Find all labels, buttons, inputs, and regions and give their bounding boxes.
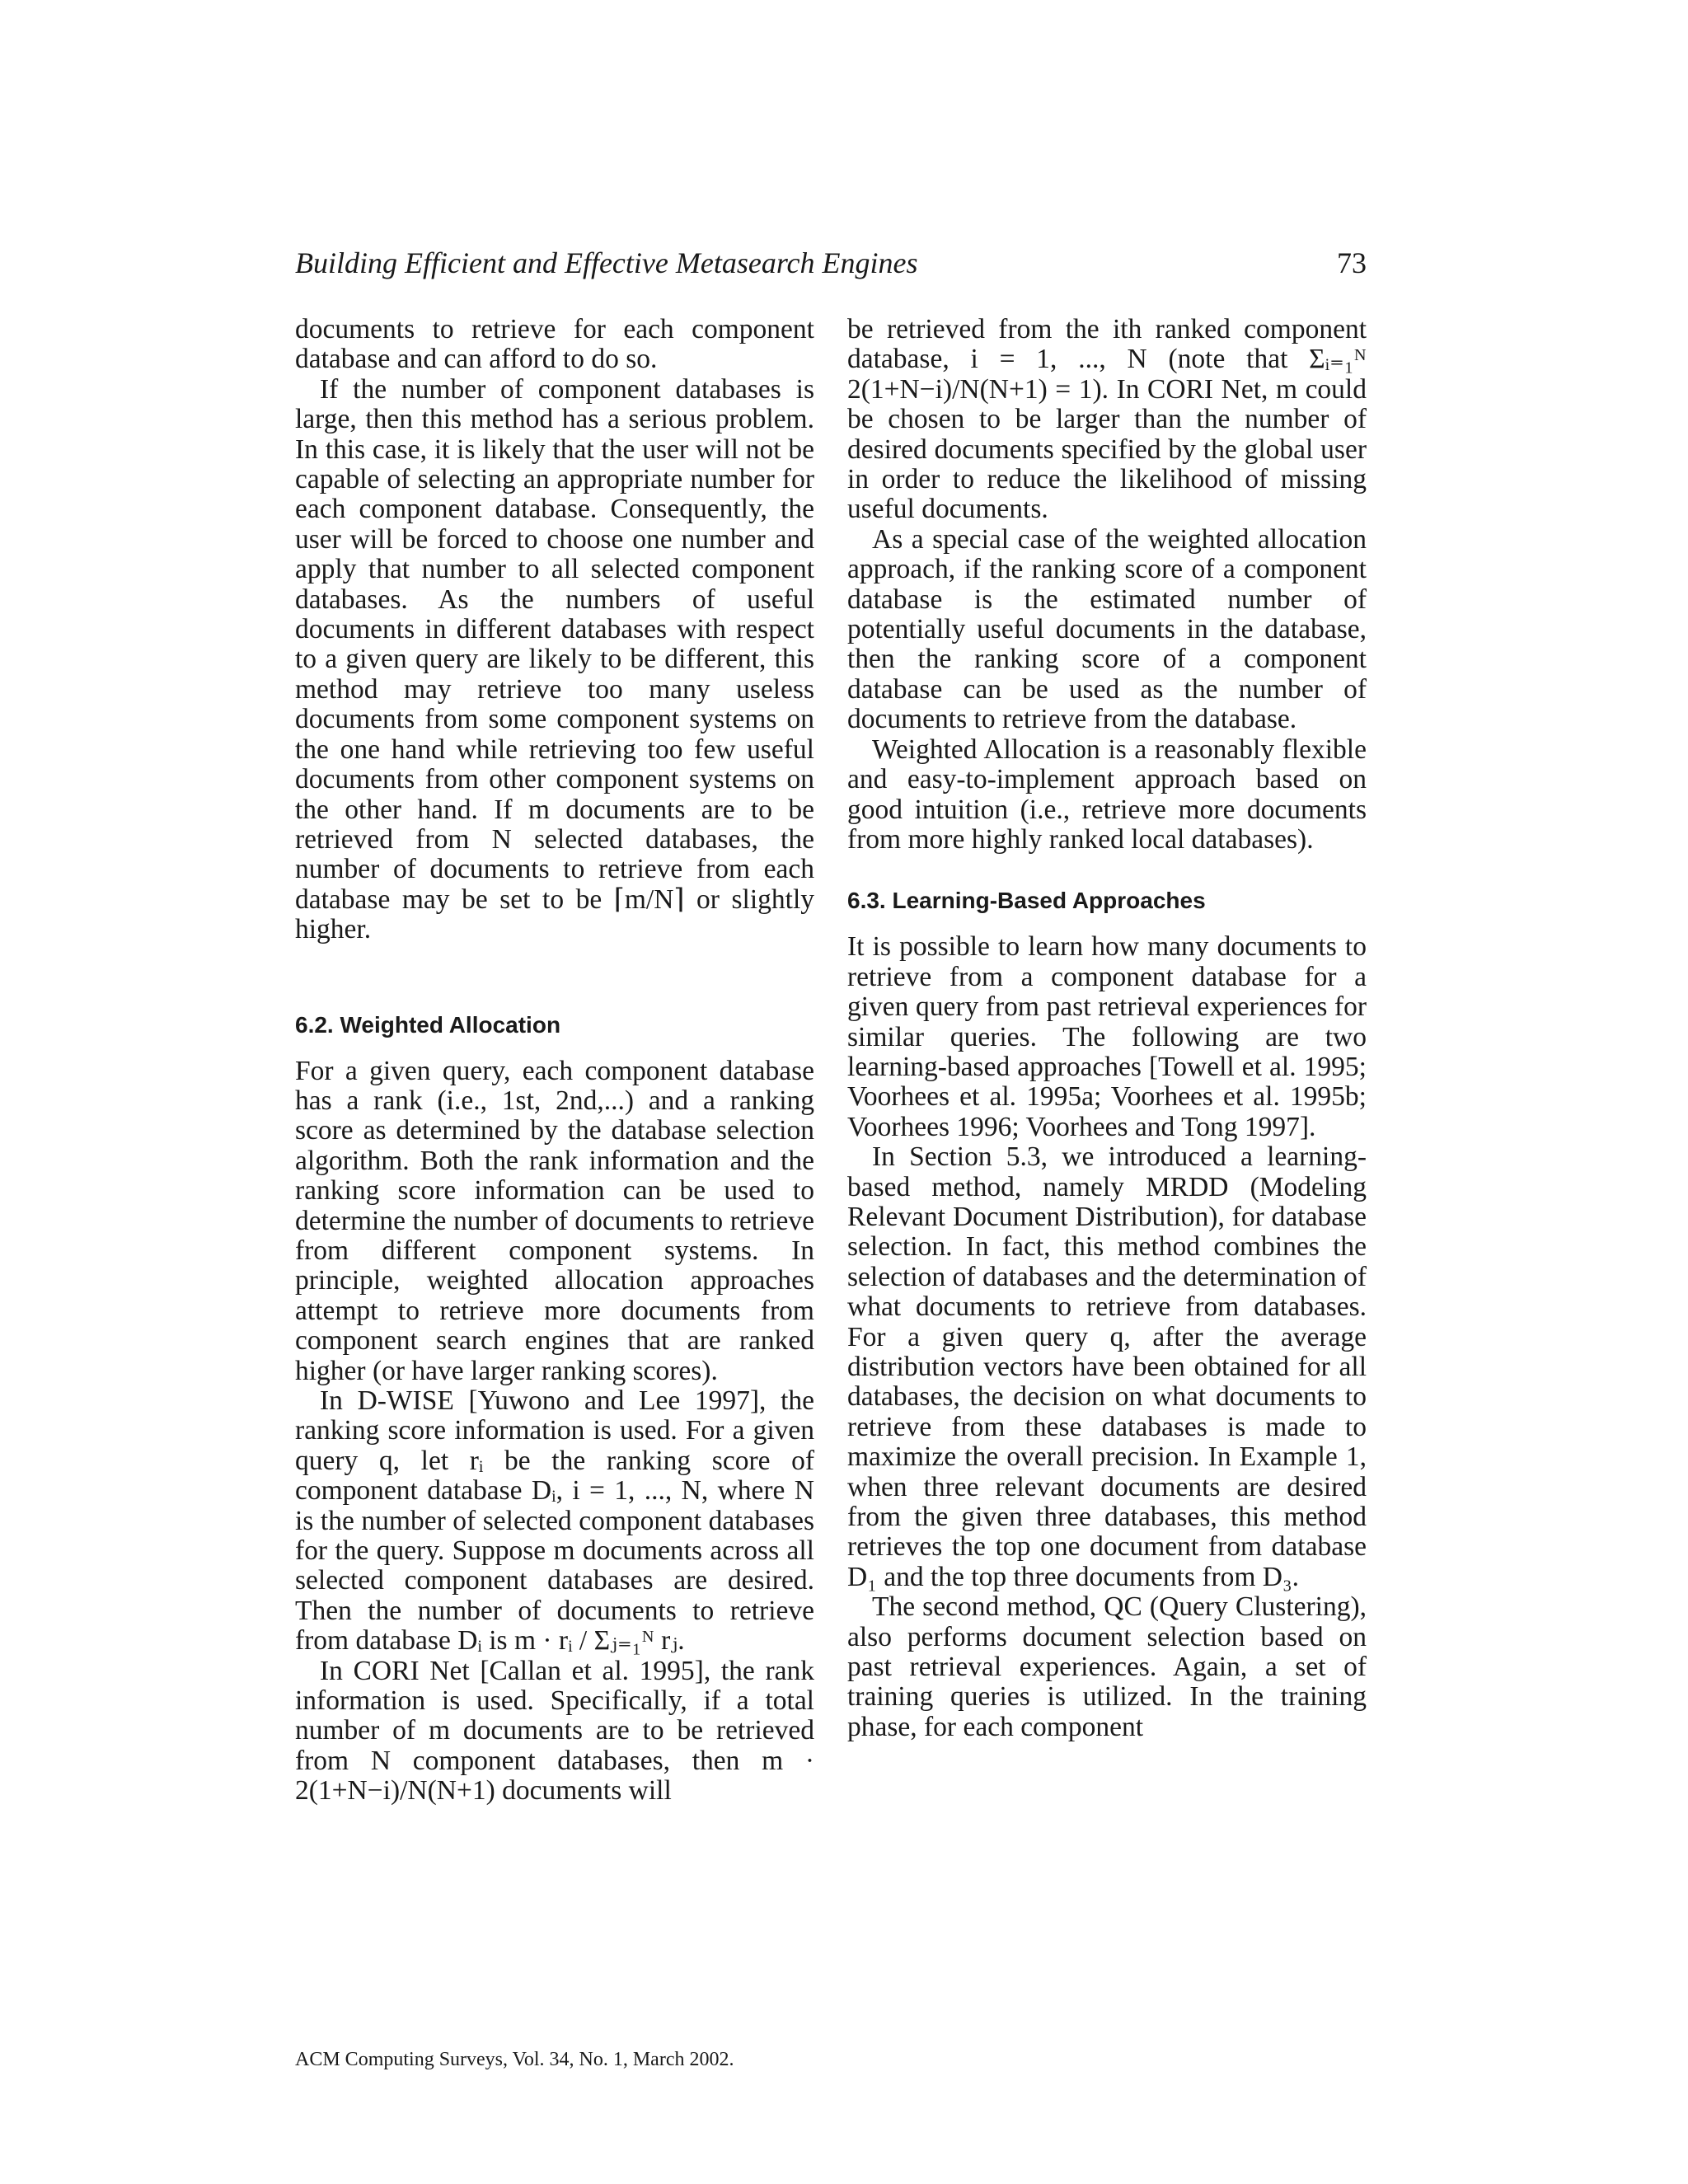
running-header <box>295 242 1367 284</box>
right-paragraph-4: It is possible to learn how many documents to retrieve from a component database for a given query from past retrieval experiences for similar queries. The following are two learning-based approaches [Towell et al. 1995; Voorhees et al. 1995a; Voorhees et al. 1995b; Voorhees 1996; Voorhees and Tong 1997]. <box>847 931 1367 1142</box>
footer-citation: ACM Computing Surveys, Vol. 34, No. 1, March 2002. <box>295 2049 734 2070</box>
section-heading-6-3: 6.3. Learning-Based Approaches <box>847 888 1206 914</box>
left-paragraph-1: documents to retrieve for each component database and can afford to do so. <box>295 314 814 375</box>
running-title: Building Efficient and Effective Metasearch Engines <box>295 246 918 279</box>
left-paragraph-3: For a given query, each component database has a rank (i.e., 1st, 2nd,...) and a ranking score as determined by the database selection algorithm. Both the rank information and the ranking score information can be used to determine the number of documents to retrieve from different component systems. In principle, weighted allocation approaches attempt to retrieve more documents from component search engines that are ranked higher (or have larger ranking scores). <box>295 1055 814 1386</box>
right-paragraph-5: In Section 5.3, we introduced a learning-based method, namely MRDD (Modeling Relevant Document Distribution), for database selection. In fact, this method combines the selection of databases and the determination of what documents to retrieve from databases. For a given query q, after the average distribution vectors have been obtained for all databases, the decision on what documents to retrieve from these databases is made to maximize the overall precision. In Example 1, when three relevant documents are desired from the given three databases, this method retrieves the top one document from database D₁ and the top three documents from D₃. <box>847 1141 1367 1592</box>
right-paragraph-6: The second method, QC (Query Clustering), also performs document selection based on past retrieval experiences. Again, a set of training queries is utilized. In the training phase, for each component <box>847 1591 1367 1742</box>
right-column <box>847 315 1367 1742</box>
right-paragraph-2: As a special case of the weighted allocation approach, if the ranking score of a component database is the estimated number of potentially useful documents in the database, then the ranking score of a component database can be used as the number of documents to retrieve from the database. <box>847 523 1367 735</box>
right-paragraph-3: Weighted Allocation is a reasonably flexible and easy-to-implement approach based on good intuition (i.e., retrieve more documents from more highly ranked local databases). <box>847 733 1367 855</box>
left-column <box>295 315 814 1807</box>
page-number: 73 <box>1337 246 1367 279</box>
section-heading-6-2: 6.2. Weighted Allocation <box>295 1011 561 1038</box>
left-paragraph-4: In D-WISE [Yuwono and Lee 1997], the ranking score information is used. For a given query q, let rᵢ be the ranking score of component database Dᵢ, i = 1, ..., N, where N is the number of selected component databases for the query. Suppose m documents across all selected component databases are desired. Then the number of documents to retrieve from database Dᵢ is m · rᵢ / Σⱼ₌₁ᴺ rⱼ. <box>295 1385 814 1657</box>
left-paragraph-5: In CORI Net [Callan et al. 1995], the rank information is used. Specifically, if a total number of m documents are to be retrieved from N component databases, then m · 2(1+N−i)/N(N+1) documents will <box>295 1655 814 1807</box>
right-paragraph-1: be retrieved from the ith ranked component database, i = 1, ..., N (note that Σᵢ₌₁ᴺ 2(1+N−i)/N(N+1) = 1). In CORI Net, m could be chosen to be larger than the number of desired documents specified by the global user in order to reduce the likelihood of missing useful documents. <box>847 314 1367 525</box>
left-paragraph-2: If the number of component databases is large, then this method has a serious problem. In this case, it is likely that the user will not be capable of selecting an appropriate number for each component database. Consequently, the user will be forced to choose one number and apply that number to all selected component databases. As the numbers of useful documents in different databases with respect to a given query are likely to be different, this method may retrieve too many useless documents from some component systems on the one hand while retrieving too few useful documents from other component systems on the other hand. If m documents are to be retrieved from N selected databases, the number of documents to retrieve from each database may be set to be ⌈m/N⌉ or slightly higher. <box>295 373 814 945</box>
